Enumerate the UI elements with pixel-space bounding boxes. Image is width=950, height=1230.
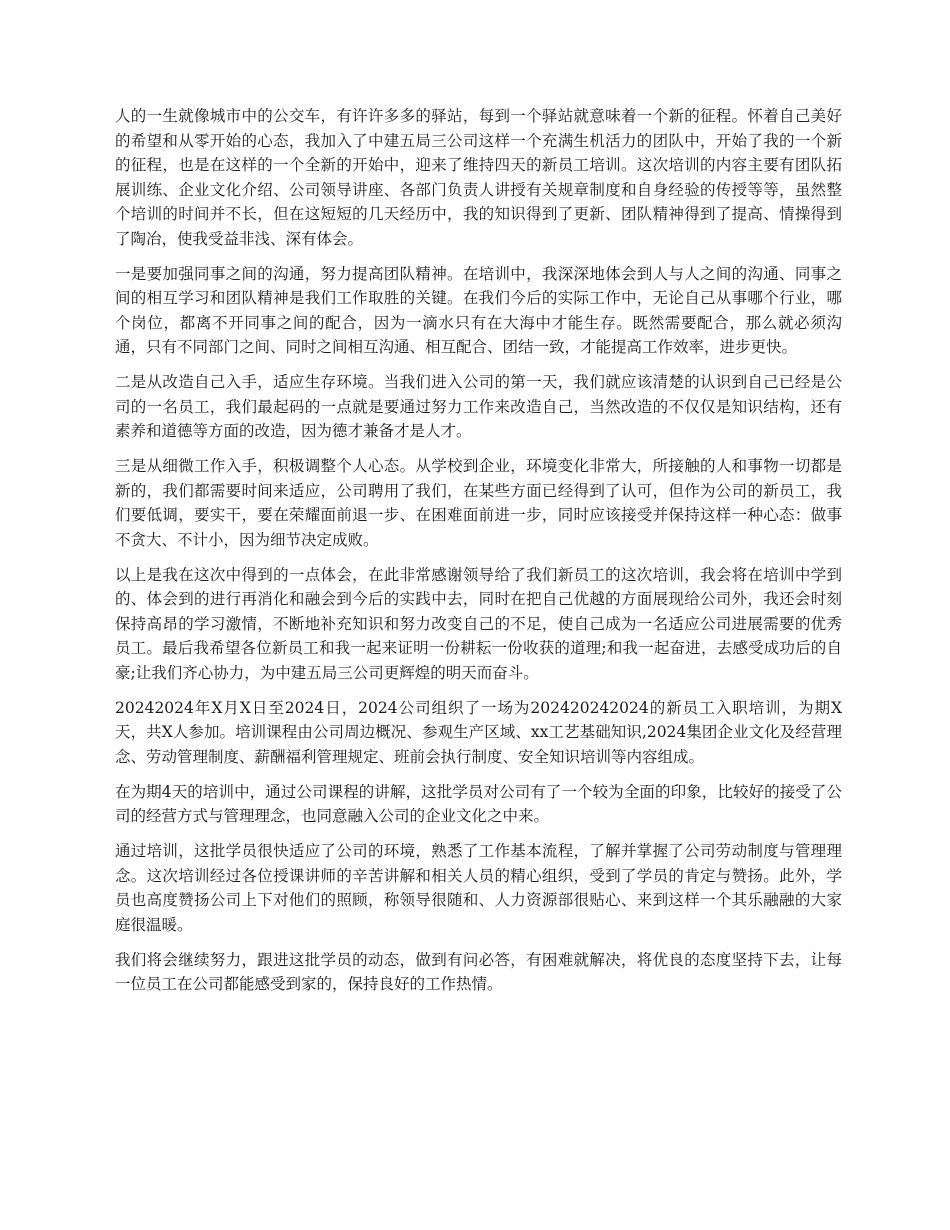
paragraph-2: 一是要加强同事之间的沟通，努力提高团队精神。在培训中，我深深地体会到人与人之间的沟通、同事之间的相互学习和团队精神是我们工作取胜的关键。在我们今后的实际工作中，无论自己从事哪个行业，哪个岗位，都离不开同事之间的配合，因为一滴水只有在大海中才能生存。既然需要配合，那么就必须沟通，只有不同部门之间、同时之间相互沟通、相互配合、团结一致，才能提高工作效率，进步更快。 [115,264,842,356]
paragraph-7: 在为期4天的培训中，通过公司课程的讲解，这批学员对公司有了一个较为全面的印象，比较好的接受了公司的经营方式与管理理念，也同意融入公司的企业文化之中来。 [115,782,842,825]
paragraph-1: 人的一生就像城市中的公交车，有许许多多的驿站，每到一个驿站就意味着一个新的征程。怀着自己美好的希望和从零开始的心态，我加入了中建五局三公司这样一个充满生机活力的团队中，开始了我的一个新的征程，也是在这样的一个全新的开始中，迎来了维持四天的新员工培训。这次培训的内容主要有团队拓展训练、企业文化介绍、公司领导讲座、各部门负责人讲授有关规章制度和自身经验的传授等等，虽然整个培训的时间并不长，但在这短短的几天经历中，我的知识得到了更新、团队精神得到了提高、情操得到了陶冶，使我受益非浅、深有体会。 [115,107,842,248]
paragraph-4: 三是从细微工作入手，积极调整个人心态。从学校到企业，环境变化非常大，所接触的人和事物一切都是新的，我们都需要时间来适应，公司聘用了我们，在某些方面已经得到了认可，但作为公司的新员工，我们要低调，要实干，要在荣耀面前退一步、在困难面前进一步，同时应该接受并保持这样一种心态：做事不贪大、不计小，因为细节决定成败。 [115,457,842,549]
paragraph-5: 以上是我在这次中得到的一点体会，在此非常感谢领导给了我们新员工的这次培训，我会将在培训中学到的、体会到的进行再消化和融会到今后的实践中去，同时在把自己优越的方面展现给公司外，我还会时刻保持高昂的学习激情，不断地补充知识和努力改变自己的不足，使自己成为一名适应公司进展需要的优秀员工。最后我希望各位新员工和我一起来证明一份耕耘一份收获的道理;和我一起奋进，去感受成功后的自豪;让我们齐心协力，为中建五局三公司更辉煌的明天而奋斗。 [115,565,842,682]
paragraph-9: 我们将会继续努力，跟进这批学员的动态，做到有问必答，有困难就解决，将优良的态度坚持下去，让每一位员工在公司都能感受到家的，保持良好的工作热情。 [115,950,842,993]
paragraph-3: 二是从改造自己入手，适应生存环境。当我们进入公司的第一天，我们就应该清楚的认识到自己已经是公司的一名员工，我们最起码的一点就是要通过努力工作来改造自己，当然改造的不仅仅是知识结构，还有素养和道德等方面的改造，因为德才兼备才是人才。 [115,373,842,440]
document-body [115,104,842,1007]
paragraph-8: 通过培训，这批学员很快适应了公司的环境，熟悉了工作基本流程，了解并掌握了公司劳动制度与管理理念。这次培训经过各位授课讲师的辛苦讲解和相关人员的精心组织，受到了学员的肯定与赞扬。此外，学员也高度赞扬公司上下对他们的照顾，称领导很随和、人力资源部很贴心、来到这样一个其乐融融的大家庭很温暖。 [115,842,842,934]
paragraph-6: 20242024年X月X日至2024日，2024公司组织了一场为202420242024的新员工入职培训，为期X天，共X人参加。培训课程由公司周边概况、参观生产区域、xx工艺基础知识,2024集团企业文化及经营理念、劳动管理制度、薪酬福利管理规定、班前会执行制度、安全知识培训等内容组成。 [115,698,842,766]
